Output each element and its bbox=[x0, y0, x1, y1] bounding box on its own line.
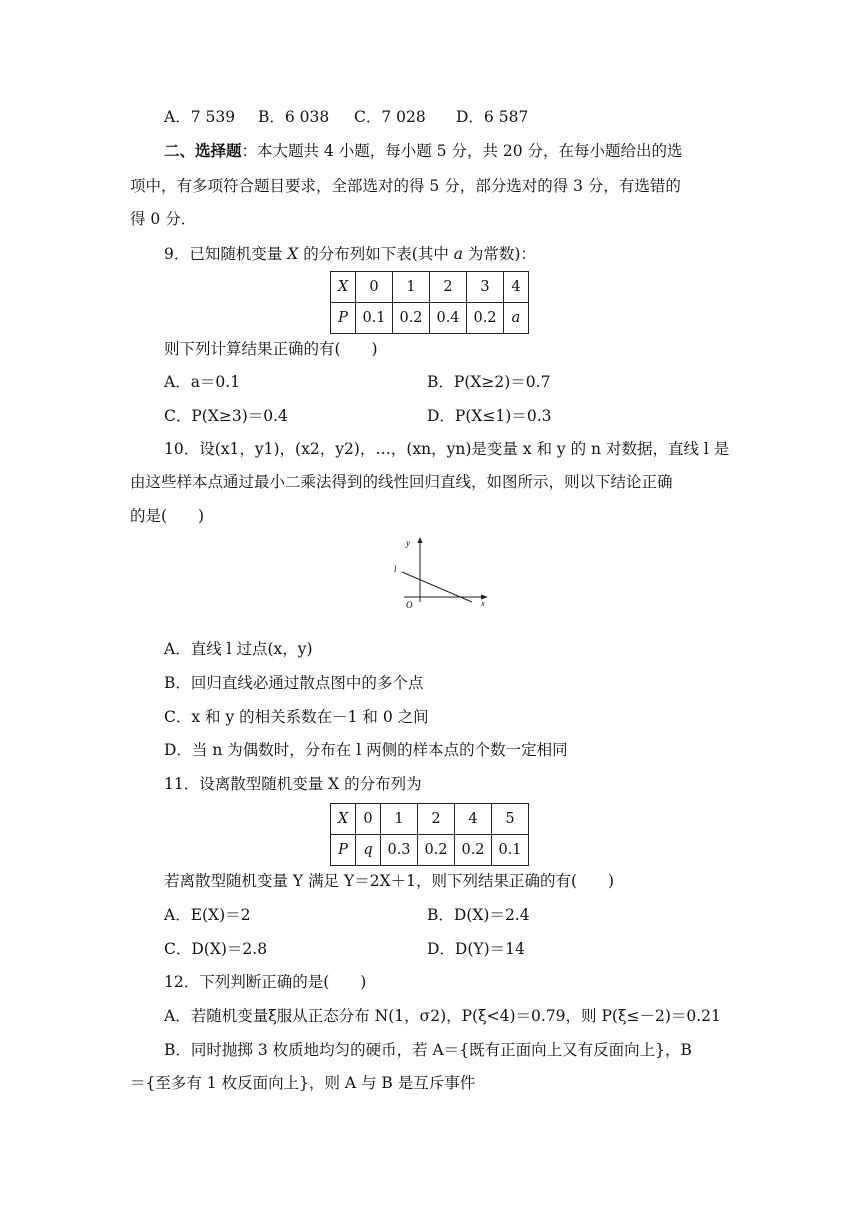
q11-cell: P bbox=[331, 835, 356, 866]
q9-stem: 9．已知随机变量 X 的分布列如下表(其中 a 为常数)： bbox=[164, 245, 536, 263]
q10-line2: 由这些样本点通过最小二乘法得到的线性回归直线，如图所示，则以下结论正确 bbox=[130, 473, 673, 491]
q10-option-c: C．x 和 y 的相关系数在－1 和 0 之间 bbox=[164, 708, 429, 726]
q8-option-d: D．6 587 bbox=[456, 108, 529, 126]
q10-option-a: A．直线 l 过点(x，y) bbox=[164, 640, 313, 658]
section2-line2: 项中，有多项符合题目要求，全部选对的得 5 分，部分选对的得 3 分，有选错的 bbox=[130, 177, 681, 195]
q11-cell: 0.2 bbox=[418, 835, 455, 866]
q9-cell: 0 bbox=[356, 272, 393, 303]
q9-table-row-p bbox=[331, 303, 529, 334]
q12-option-b-line2: ＝{至多有 1 枚反面向上}，则 A 与 B 是互斥事件 bbox=[130, 1074, 476, 1092]
q11-cell: 0.1 bbox=[492, 835, 529, 866]
q10-line1: 10．设(x1，y1)，(x2，y2)，…，(xn，yn)是变量 x 和 y 的 n 对数据，直线 l 是 bbox=[164, 440, 730, 458]
q11-cell: 1 bbox=[381, 804, 418, 835]
q9-cell: 0.2 bbox=[467, 303, 504, 334]
q11-cell: q bbox=[356, 835, 381, 866]
q9-cell: 0.1 bbox=[356, 303, 393, 334]
line-label: l bbox=[394, 564, 397, 574]
q8-option-c: C．7 028 bbox=[354, 108, 426, 126]
q9-cell: 2 bbox=[430, 272, 467, 303]
y-axis-arrow-icon bbox=[418, 537, 423, 543]
q9-cell: 0.2 bbox=[393, 303, 430, 334]
q11-cell: 2 bbox=[418, 804, 455, 835]
q9-cell: 1 bbox=[393, 272, 430, 303]
q11-cell: 5 bbox=[492, 804, 529, 835]
q9-cell: 0.4 bbox=[430, 303, 467, 334]
q9-cell: X bbox=[331, 272, 356, 303]
regression-figure bbox=[392, 536, 492, 610]
q11-cell: X bbox=[331, 804, 356, 835]
origin-label: O bbox=[406, 600, 413, 610]
q10-option-d: D．当 n 为偶数时，分布在 l 两侧的样本点的个数一定相同 bbox=[164, 741, 568, 759]
q10-option-b: B．回归直线必通过散点图中的多个点 bbox=[164, 674, 424, 692]
q11-option-b: B．D(X)＝2.4 bbox=[427, 906, 530, 924]
q8-option-a: A．7 539 bbox=[164, 108, 236, 126]
q10-line3: 的是( ) bbox=[130, 507, 205, 525]
q9-cell: a bbox=[504, 303, 529, 334]
q11-option-a: A．E(X)＝2 bbox=[164, 906, 251, 924]
q9-option-a: A．a＝0.1 bbox=[164, 373, 241, 391]
q11-option-c: C．D(X)＝2.8 bbox=[164, 940, 268, 958]
q9-table-row-x bbox=[331, 272, 529, 303]
q11-cell: 0 bbox=[356, 804, 381, 835]
q11-cell: 4 bbox=[455, 804, 492, 835]
q9-option-b: B．P(X≥2)＝0.7 bbox=[427, 373, 551, 391]
q11-table-row-x bbox=[331, 804, 529, 835]
q9-cell: 3 bbox=[467, 272, 504, 303]
q11-cell: 0.2 bbox=[455, 835, 492, 866]
q9-option-d: D．P(X≤1)＝0.3 bbox=[427, 407, 552, 425]
q9-cell: 4 bbox=[504, 272, 529, 303]
section2-line3: 得 0 分． bbox=[130, 210, 197, 228]
q9-option-c: C．P(X≥3)＝0.4 bbox=[164, 407, 288, 425]
q9-cell: P bbox=[331, 303, 356, 334]
q12-stem: 12．下列判断正确的是( ) bbox=[164, 973, 367, 991]
q12-option-b-line1: B．同时抛掷 3 枚质地均匀的硬币，若 A＝{既有正面向上又有反面向上}，B bbox=[164, 1041, 692, 1059]
y-axis-label: y bbox=[406, 538, 410, 548]
q11-prompt: 若离散型随机变量 Y 满足 Y＝2X＋1，则下列结果正确的有( ) bbox=[164, 872, 615, 890]
section2-intro bbox=[164, 140, 683, 162]
q11-distribution-table bbox=[330, 803, 529, 866]
q9-prompt: 则下列计算结果正确的有( ) bbox=[164, 340, 378, 358]
x-axis-label: x bbox=[481, 599, 485, 608]
section2-heading: 二、选择题 bbox=[164, 141, 242, 160]
q8-option-b: B．6 038 bbox=[258, 108, 330, 126]
section2-line1: ：本大题共 4 小题，每小题 5 分，共 20 分，在每小题给出的选 bbox=[241, 142, 683, 160]
q12-option-a: A．若随机变量ξ服从正态分布 N(1，σ2)，P(ξ<4)＝0.79，则 P(ξ≤－2)＝0.21 bbox=[164, 1007, 721, 1025]
q11-option-d: D．D(Y)＝14 bbox=[427, 940, 525, 958]
q11-cell: 0.3 bbox=[381, 835, 418, 866]
q11-table-row-p bbox=[331, 835, 529, 866]
q9-distribution-table bbox=[330, 271, 529, 334]
q11-stem: 11．设离散型随机变量 X 的分布列为 bbox=[164, 775, 422, 793]
